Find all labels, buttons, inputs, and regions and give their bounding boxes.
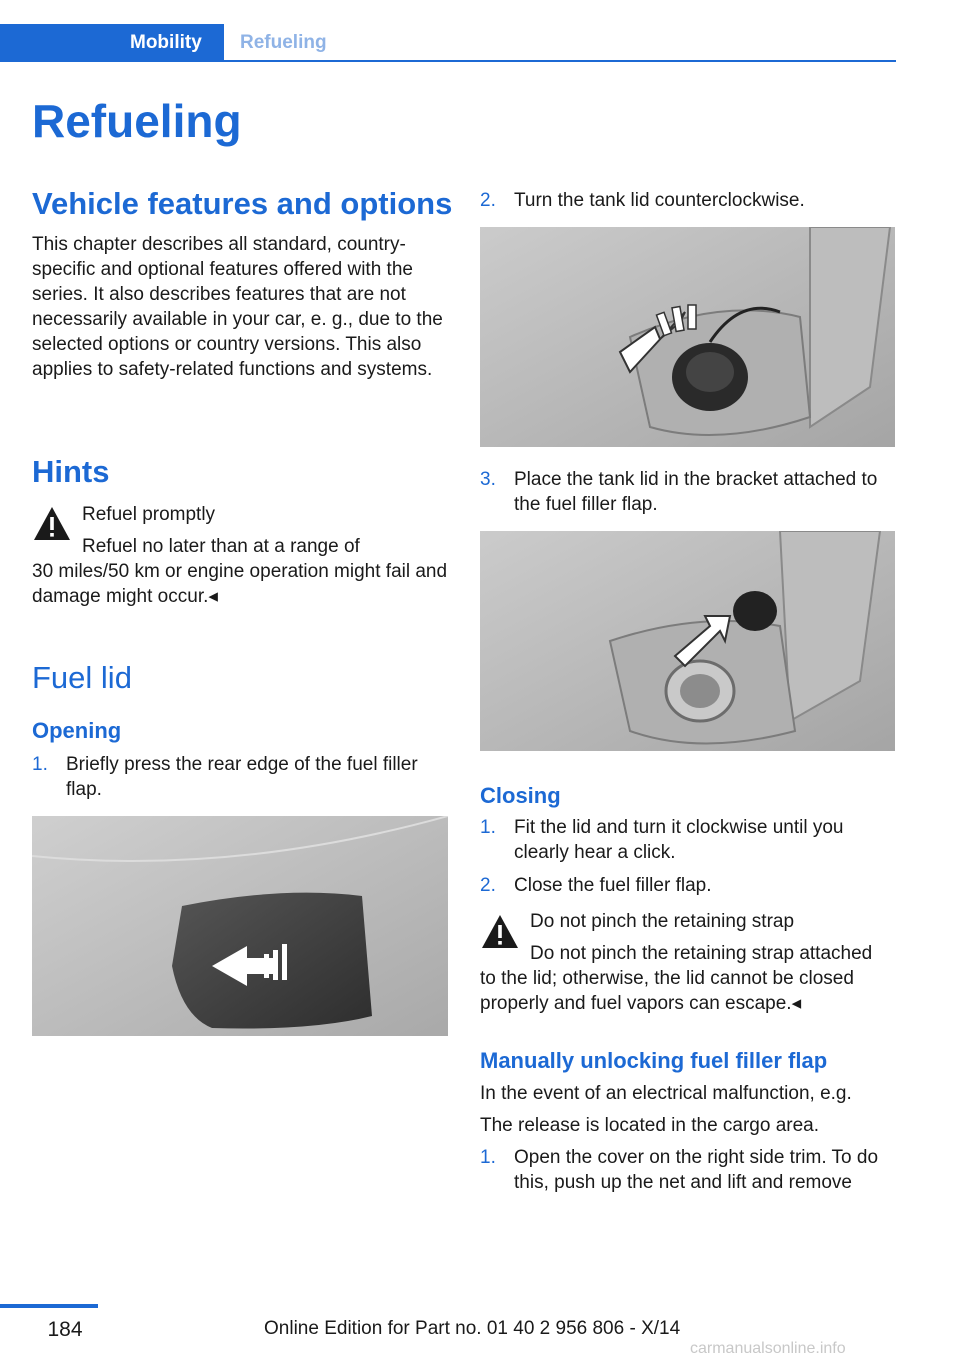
hint-warning-body: 30 miles/50 km or engine operation might fail and damage might occur.◂ (32, 561, 448, 607)
step-text: Open the cover on the right side trim. To do this, push up the net and lift and remove (514, 1147, 879, 1193)
section-vehicle-features-body: This chapter describes all standard, country-specific and optional features offered with the series. It also describes features that are not necessarily available in your car, e. g., due to the selected options or country versions. This also applies to safety-related functions and systems. (32, 234, 443, 380)
step-text: Fit the lid and turn it clockwise until you clearly hear a click. (514, 817, 844, 863)
section-fuel-lid-title: Fuel lid (32, 660, 132, 695)
manual-unlock-title: Manually unlocking fuel filler flap (480, 1048, 828, 1073)
hint-warning-line1: Refuel no later than at a range of (82, 536, 360, 557)
watermark: carmanualsonline.info (690, 1340, 846, 1357)
tank-lid-turn-image (480, 227, 895, 447)
opening-title: Opening (32, 718, 122, 743)
manual-unlock-paragraph-2: The release is located in the cargo area. (480, 1115, 820, 1136)
step-number: 1. (480, 817, 496, 838)
header-bar (0, 24, 896, 62)
closing-step-1 (480, 815, 896, 865)
hint-warning-title: Refuel promptly (82, 504, 216, 525)
step-number: 3. (480, 469, 496, 490)
opening-step-2 (480, 188, 896, 213)
section-hints-title: Hints (32, 454, 110, 489)
section-vehicle-features-title: Vehicle features and options (32, 186, 453, 221)
manual-unlock-step-1 (480, 1145, 896, 1195)
footer-divider (0, 1304, 98, 1308)
fuel-filler-flap-press-image (32, 816, 448, 1036)
closing-warning-line1: Do not pinch the retaining strap attached (530, 943, 873, 964)
manual-unlock-paragraph-1: In the event of an electrical malfunction, e.g. (480, 1083, 852, 1104)
step-number: 2. (480, 875, 496, 896)
page-title: Refueling (32, 95, 242, 147)
step-text: Place the tank lid in the bracket attached to the fuel filler flap. (514, 469, 878, 515)
closing-step-2 (480, 873, 896, 898)
closing-warning-title: Do not pinch the retaining strap (530, 911, 795, 932)
page-number: 184 (47, 1318, 83, 1341)
warning-triangle-icon (480, 912, 520, 952)
opening-step-1 (32, 752, 448, 802)
step-number: 2. (480, 190, 496, 211)
step-number: 1. (480, 1147, 496, 1168)
footer-edition: Online Edition for Part no. 01 40 2 956 806 - X/14 (264, 1318, 681, 1339)
tank-lid-bracket-image (480, 531, 895, 751)
step-text: Turn the tank lid counterclockwise. (514, 190, 805, 211)
warning-triangle-icon (32, 504, 72, 544)
step-text: Close the fuel filler flap. (514, 875, 712, 896)
step-number: 1. (32, 754, 48, 775)
tab-refueling[interactable]: Refueling (240, 32, 327, 53)
opening-step-3 (480, 467, 896, 517)
step-text: Briefly press the rear edge of the fuel filler flap. (66, 754, 418, 800)
tab-mobility[interactable]: Mobility (0, 24, 224, 62)
closing-warning-body: to the lid; otherwise, the lid cannot be closed properly and fuel vapors can escape.◂ (480, 968, 854, 1014)
closing-title: Closing (480, 783, 561, 808)
